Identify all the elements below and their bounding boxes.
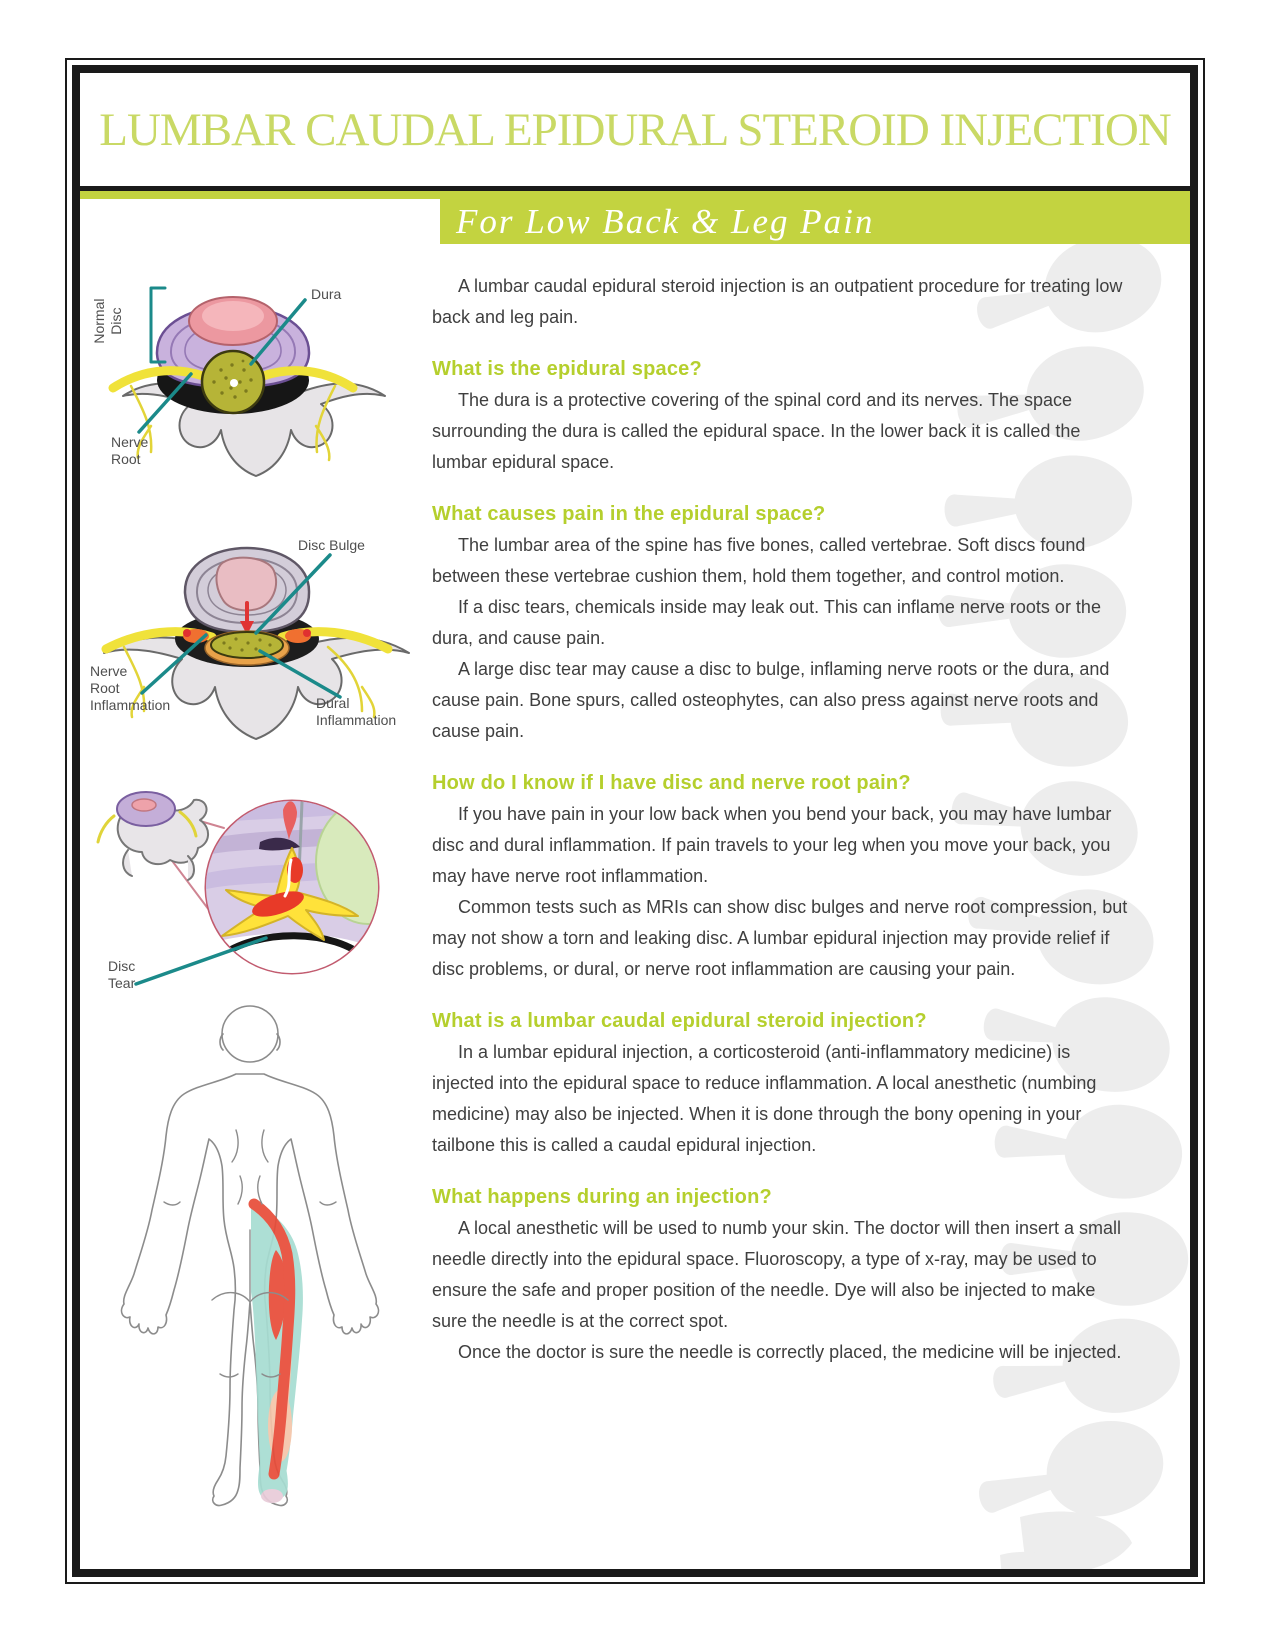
- nerve-root-label: Nerve Root: [111, 434, 149, 468]
- article: [432, 271, 1132, 1368]
- section-pain-causes: [432, 500, 1132, 747]
- section-heading: What is a lumbar caudal epidural steroid injection?: [432, 1010, 927, 1032]
- accent-strip: [80, 191, 1190, 199]
- section-paragraph: If a disc tears, chemicals inside may leak out. This can inflame nerve roots or the dura, and cause pain.: [432, 597, 1101, 648]
- section-paragraph: The lumbar area of the spine has five bones, called vertebrae. Soft discs found between these vertebrae cushion them, hold them together, and control motion.: [432, 535, 1086, 586]
- section-epidural-space: [432, 355, 1132, 478]
- section-paragraph: If you have pain in your low back when you bend your back, you may have lumbar disc and dural inflammation. If pain travels to your leg when you move your back, you may have nerve root inflammation.: [432, 804, 1112, 886]
- section-what-is-injection: [432, 1007, 1132, 1161]
- dural-inflammation-label: Dural Inflammation: [316, 695, 397, 729]
- section-heading: What causes pain in the epidural space?: [432, 503, 826, 525]
- section-paragraph: A large disc tear may cause a disc to bulge, inflaming nerve roots or the dura, and cause pain. Bone spurs, called osteophytes, can also press against nerve roots and cause pain.: [432, 659, 1110, 741]
- section-during-injection: [432, 1183, 1132, 1368]
- page-title: LUMBAR CAUDAL EPIDURAL STEROID INJECTION: [99, 103, 1171, 156]
- banner-row: [80, 199, 1190, 244]
- figure-normal-disc: [90, 258, 423, 480]
- figure-disc-bulge: [84, 505, 429, 748]
- disc-bulge-label: Disc Bulge: [298, 537, 365, 553]
- disc-tear-label: Disc Tear: [108, 958, 136, 992]
- dura-label: Dura: [311, 286, 342, 302]
- title-band: [80, 73, 1190, 191]
- section-heading: How do I know if I have disc and nerve root pain?: [432, 772, 911, 794]
- normal-disc-label: Normal Disc: [90, 298, 124, 344]
- subtitle-text: For Low Back & Leg Pain: [456, 201, 875, 241]
- section-heading: What happens during an injection?: [432, 1186, 772, 1208]
- page-frame-outer: [65, 58, 1205, 1584]
- section-heading: What is the epidural space?: [432, 358, 702, 380]
- section-paragraph: A local anesthetic will be used to numb your skin. The doctor will then insert a small needle directly into the epidural space. Fluoroscopy, a type of x-ray, may be used to ensure the safe and proper position of the needle. Dye will also be injected to make sure the needle is at the correct spot.: [432, 1218, 1121, 1331]
- section-disc-nerve-pain: [432, 769, 1132, 985]
- subtitle-banner: [440, 199, 1190, 244]
- figure-disc-tear: [84, 752, 434, 1014]
- page-frame-inner: [72, 65, 1198, 1577]
- body-outline-illustration: [120, 990, 460, 1518]
- section-paragraph: Common tests such as MRIs can show disc bulges and nerve root compression, but may not show a torn and leaking disc. A lumbar epidural injection may provide relief if disc problems, or dural, or nerve root inflammation are causing your pain.: [432, 897, 1128, 979]
- intro-paragraph: A lumbar caudal epidural steroid injection is an outpatient procedure for treating low back and leg pain.: [432, 276, 1123, 327]
- section-paragraph: In a lumbar epidural injection, a corticosteroid (anti-inflammatory medicine) is injected into the epidural space to reduce inflammation. A local anesthetic (numbing medicine) may also be injected. When it is done through the bony opening in your tailbone this is called a caudal epidural injection.: [432, 1042, 1097, 1155]
- section-paragraph: The dura is a protective covering of the spinal cord and its nerves. The space surrounding the dura is called the epidural space. In the lower back it is called the lumbar epidural space.: [432, 390, 1081, 472]
- section-paragraph: Once the doctor is sure the needle is correctly placed, the medicine will be injected.: [458, 1342, 1122, 1362]
- nerve-root-inflammation-label: Nerve Root Inflammation: [90, 663, 171, 714]
- figure-body-pain-pattern: [120, 990, 460, 1518]
